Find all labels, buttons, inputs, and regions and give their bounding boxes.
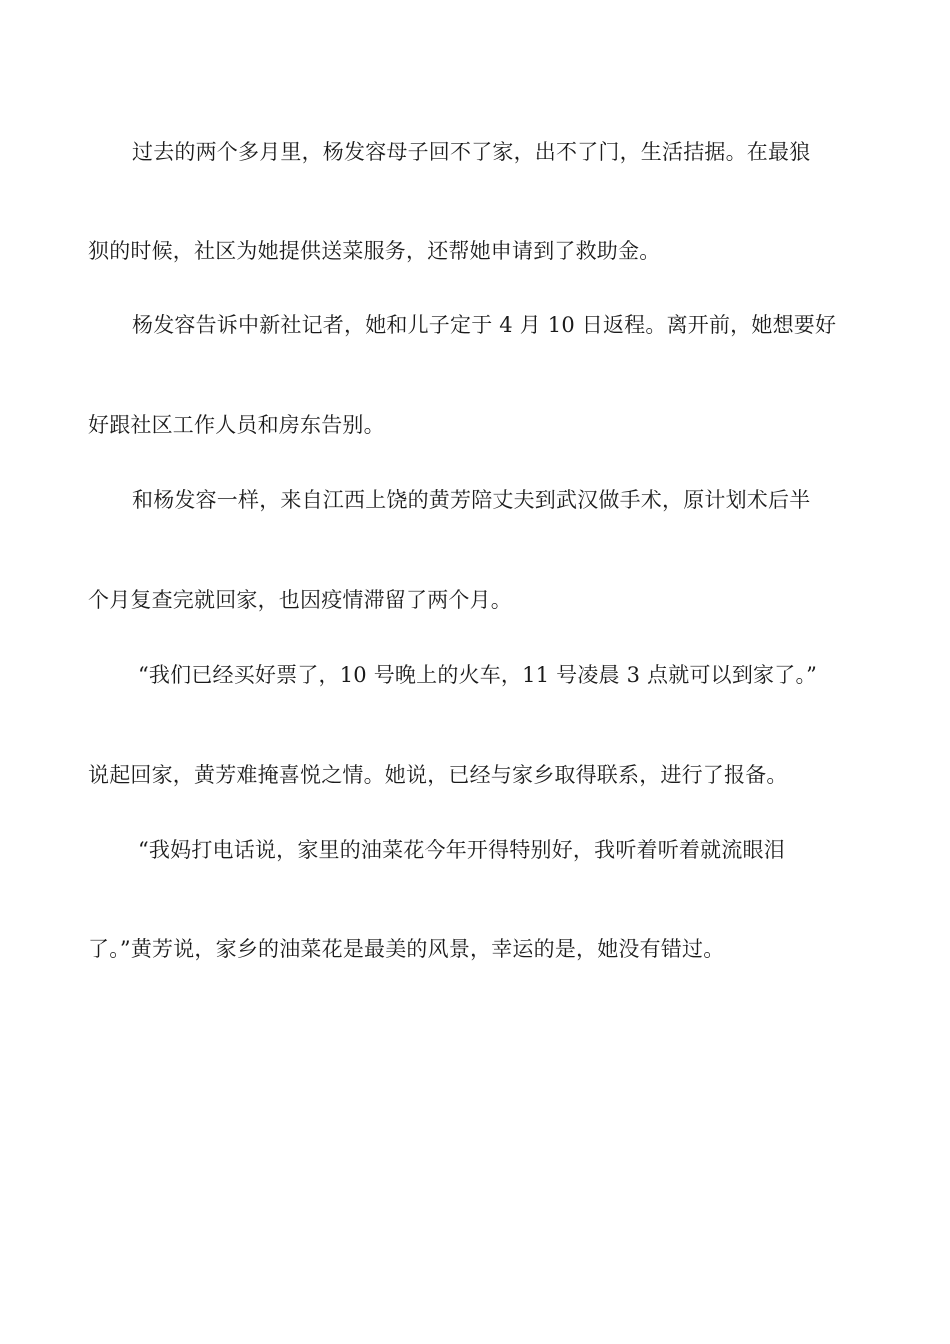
paragraph-1-line-1: 过去的两个多月里，杨发容母子回不了家，出不了门，生活拮据。在最狼 <box>132 140 811 164</box>
paragraph-1-line-2: 狈的时候，社区为她提供送菜服务，还帮她申请到了救助金。 <box>88 239 661 263</box>
paragraph-5-line-1: “我妈打电话说，家里的油菜花今年开得特别好，我听着听着就流眼泪 <box>138 838 785 862</box>
paragraph-4-line-1: “我们已经买好票了，10 号晚上的火车，11 号凌晨 3 点就可以到家了。” <box>138 663 818 687</box>
paragraph-3-line-2: 个月复查完就回家，也因疫情滞留了两个月。 <box>88 588 512 612</box>
paragraph-5-line-2: 了。”黄芳说，家乡的油菜花是最美的风景，幸运的是，她没有错过。 <box>88 937 725 961</box>
paragraph-2-line-2: 好跟社区工作人员和房东告别。 <box>88 413 385 437</box>
paragraph-2-line-1: 杨发容告诉中新社记者，她和儿子定于 4 月 10 日返程。离开前，她想要好 <box>132 313 837 337</box>
paragraph-4-line-2: 说起回家，黄芳难掩喜悦之情。她说，已经与家乡取得联系，进行了报备。 <box>88 763 788 787</box>
paragraph-3-line-1: 和杨发容一样，来自江西上饶的黄芳陪丈夫到武汉做手术，原计划术后半 <box>132 488 811 512</box>
